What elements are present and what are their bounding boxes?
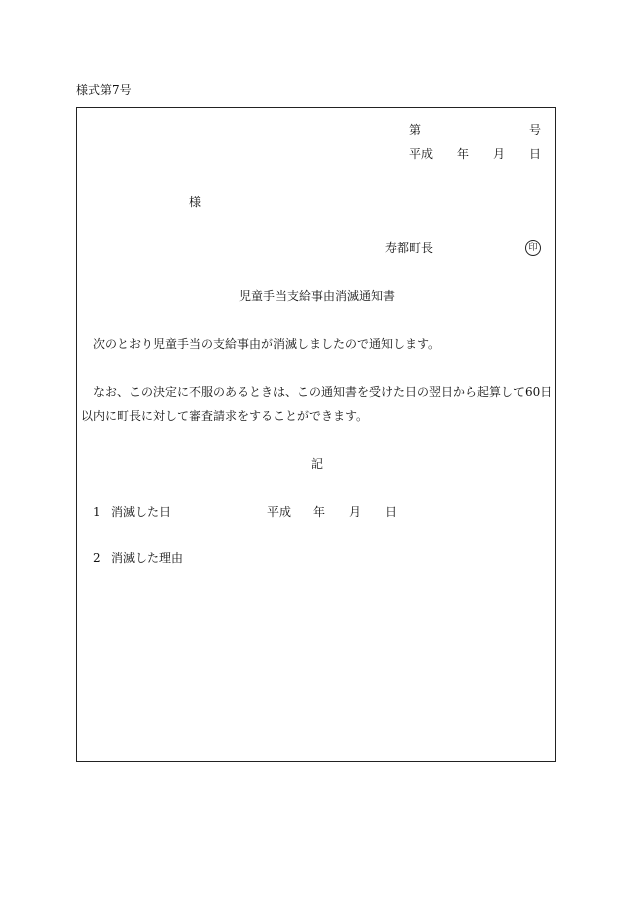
body-paragraph-1: 次のとおり児童手当の支給事由が消滅しましたので通知します。 xyxy=(93,337,441,351)
body-paragraph-2-line-1: なお、この決定に不服のあるときは、この通知書を受けた日の翌日から起算して60日 xyxy=(93,385,553,399)
issue-date-era: 平成 xyxy=(409,147,434,161)
form-number: 様式第7号 xyxy=(76,83,132,97)
issue-number-prefix: 第 xyxy=(409,123,422,137)
document-title: 児童手当支給事由消滅通知書 xyxy=(239,289,396,303)
seal-mark: 印 xyxy=(525,240,541,256)
issue-date-month-unit: 月 xyxy=(493,147,506,161)
ki-mark: 記 xyxy=(311,457,324,471)
item-2-number: 2 xyxy=(93,551,101,565)
issue-number-suffix: 号 xyxy=(529,123,542,137)
item-1-era: 平成 xyxy=(267,505,292,519)
notice-frame xyxy=(76,107,556,762)
item-1-month-unit: 月 xyxy=(349,505,362,519)
addressee-honorific: 様 xyxy=(189,195,202,209)
item-1-day-unit: 日 xyxy=(385,505,398,519)
issue-date-day-unit: 日 xyxy=(529,147,542,161)
issuer-name: 寿都町長 xyxy=(385,241,434,255)
body-paragraph-2-line-2: 以内に町長に対して審査請求をすることができます。 xyxy=(81,409,369,423)
item-2-label: 消滅した理由 xyxy=(111,551,184,565)
item-1-number: 1 xyxy=(93,505,101,519)
issue-date-year-unit: 年 xyxy=(457,147,470,161)
item-1-year-unit: 年 xyxy=(313,505,326,519)
item-1-label: 消滅した日 xyxy=(111,505,172,519)
